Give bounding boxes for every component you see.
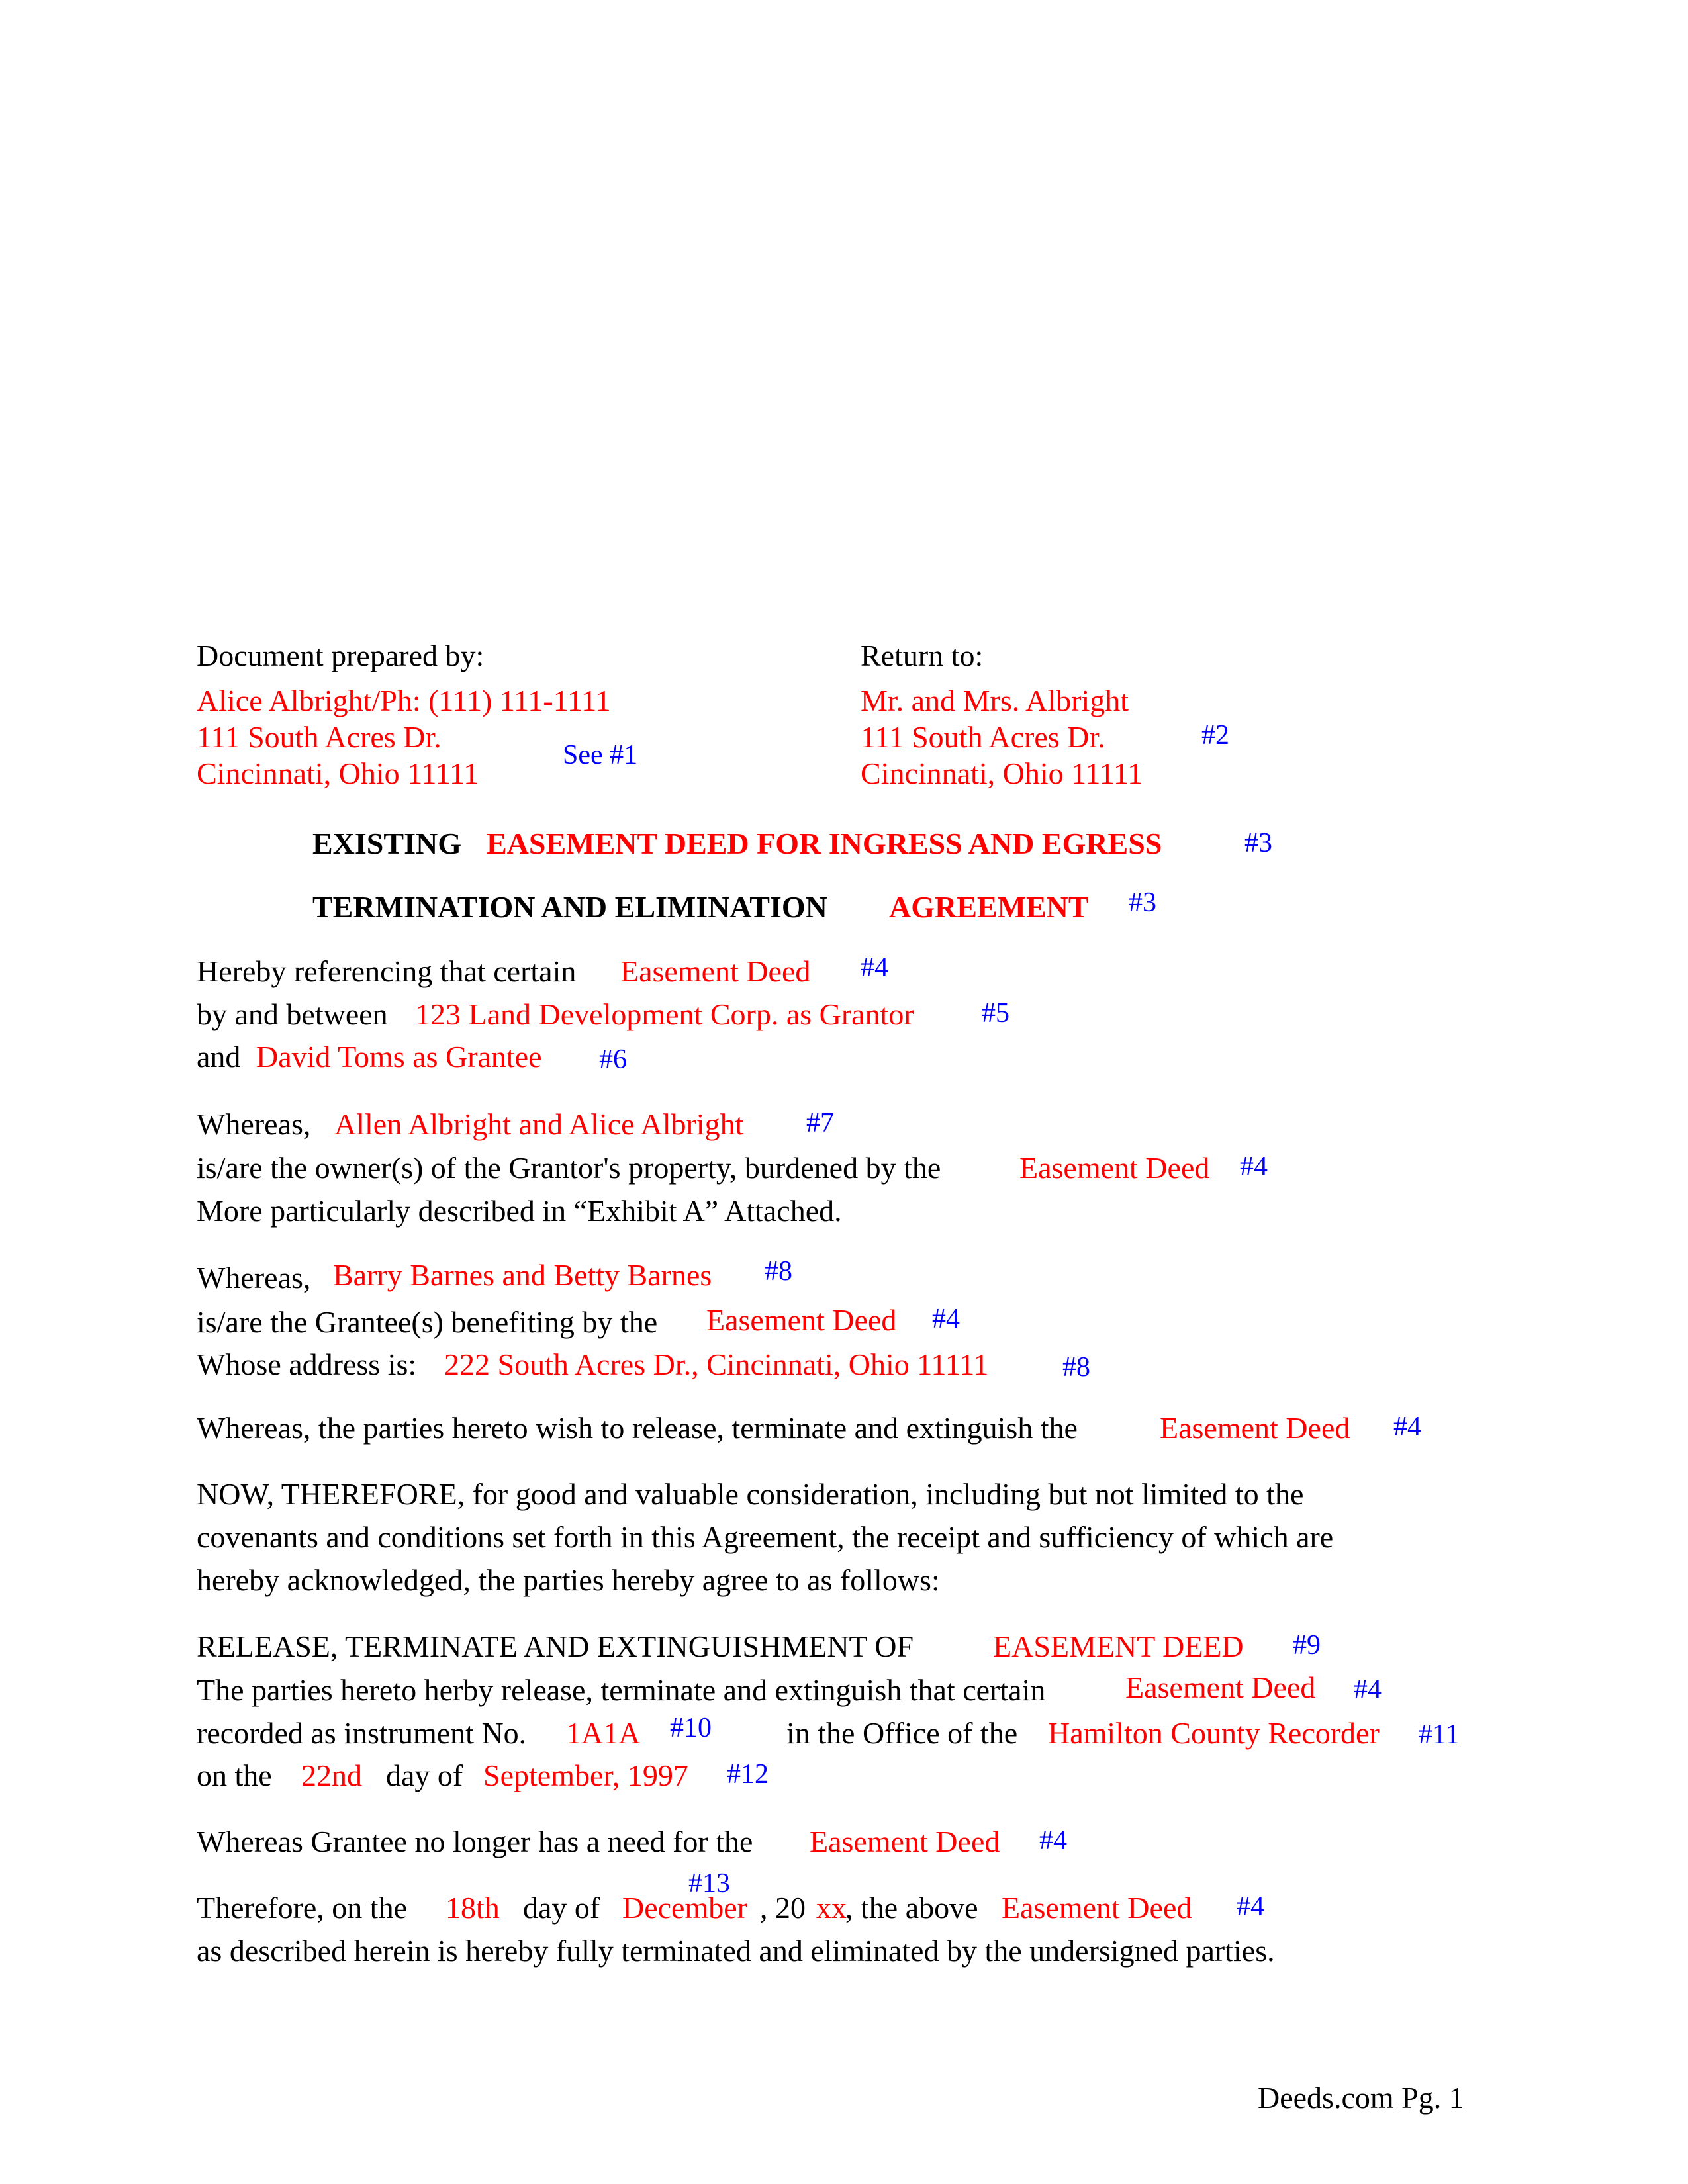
ref-line1-fill: Easement Deed: [620, 954, 811, 988]
now-line2: covenants and conditions set forth in this Agreement, the receipt and sufficiency of which are: [197, 1520, 1334, 1554]
release-line3-text2: in the Office of the: [786, 1716, 1018, 1750]
wish-fill: Easement Deed: [1160, 1411, 1350, 1445]
release-line4-text: on the: [197, 1758, 272, 1792]
ref-line1-text: Hereby referencing that certain: [197, 954, 577, 988]
preparer-street: 111 South Acres Dr.: [197, 720, 442, 754]
return-city: Cincinnati, Ohio 11111: [861, 756, 1143, 790]
return-to-label: Return to:: [861, 639, 984, 672]
grantee-line1-fill: Barry Barnes and Betty Barnes: [333, 1258, 712, 1292]
ref-line2-text: by and between: [197, 997, 388, 1031]
release-line2-fill: Easement Deed: [1125, 1670, 1316, 1704]
note-1: See #1: [563, 740, 638, 770]
return-street: 111 South Acres Dr.: [861, 720, 1105, 754]
therefore-day: 18th: [445, 1891, 500, 1925]
owner-line2-note: #4: [1240, 1152, 1268, 1182]
title-agreement: AGREEMENT: [889, 890, 1089, 924]
grantee-line3-fill: 222 South Acres Dr., Cincinnati, Ohio 11111: [444, 1347, 989, 1381]
therefore-line2: as described herein is hereby fully terminated and eliminated by the undersigned parties.: [197, 1934, 1275, 1968]
owner-line1-text: Whereas,: [197, 1107, 311, 1141]
owner-line1-note: #7: [806, 1108, 834, 1138]
note-3a: #3: [1244, 828, 1272, 858]
release-line2-text: The parties hereto herby release, terminate and extinguish that certain: [197, 1673, 1046, 1707]
prepared-by-label: Document prepared by:: [197, 639, 485, 672]
title-easement-deed: EASEMENT DEED FOR INGRESS AND EGRESS: [487, 827, 1162, 860]
noneed-fill: Easement Deed: [810, 1825, 1000, 1858]
noneed-text: Whereas Grantee no longer has a need for the: [197, 1825, 753, 1858]
grantee-line2-fill: Easement Deed: [706, 1303, 897, 1337]
wish-text: Whereas, the parties hereto wish to release, terminate and extinguish the: [197, 1411, 1078, 1445]
owner-line3-text: More particularly described in “Exhibit A” Attached.: [197, 1194, 842, 1228]
ref-line2-note: #5: [982, 998, 1009, 1028]
title-termination: TERMINATION AND ELIMINATION: [312, 890, 827, 924]
therefore-text3: , 20: [760, 1891, 806, 1925]
page-footer: Deeds.com Pg. 1: [1258, 2081, 1464, 2115]
release-line1-note: #9: [1293, 1630, 1321, 1661]
therefore-fill: Easement Deed: [1002, 1891, 1192, 1925]
therefore-note: #4: [1237, 1891, 1264, 1922]
grantee-line2-note: #4: [932, 1304, 960, 1334]
ref-line3-text: and: [197, 1040, 241, 1073]
now-line3: hereby acknowledged, the parties hereby agree to as follows:: [197, 1563, 940, 1597]
return-name: Mr. and Mrs. Albright: [861, 684, 1129, 717]
owner-line2-text: is/are the owner(s) of the Grantor's property, burdened by the: [197, 1151, 941, 1185]
grantee-line2-text: is/are the Grantee(s) benefiting by the: [197, 1305, 658, 1339]
preparer-city: Cincinnati, Ohio 11111: [197, 756, 479, 790]
note-13: #13: [688, 1868, 730, 1899]
ref-line3-fill: David Toms as Grantee: [256, 1040, 542, 1073]
preparer-name-phone: Alice Albright/Ph: (111) 111-1111: [197, 684, 611, 717]
release-line4-note: #12: [727, 1759, 769, 1790]
grantee-line3-note: #8: [1062, 1352, 1090, 1383]
title-existing: EXISTING: [312, 827, 461, 860]
release-line4-text2: day of: [386, 1758, 463, 1792]
note-2: #2: [1201, 720, 1229, 751]
therefore-text4: , the above: [845, 1891, 978, 1925]
ref-line2-fill: 123 Land Development Corp. as Grantor: [415, 997, 914, 1031]
release-line2-note: #4: [1354, 1674, 1382, 1705]
therefore-text1: Therefore, on the: [197, 1891, 408, 1925]
now-line1: NOW, THEREFORE, for good and valuable consideration, including but not limited to the: [197, 1477, 1304, 1511]
owner-line2-fill: Easement Deed: [1019, 1151, 1210, 1185]
grantee-line1-note: #8: [765, 1256, 792, 1287]
release-line3-text: recorded as instrument No.: [197, 1716, 527, 1750]
ref-line3-note: #6: [599, 1044, 627, 1075]
grantee-line1-text: Whereas,: [197, 1261, 311, 1295]
release-instrument-no: 1A1A: [566, 1716, 641, 1750]
therefore-year: xx: [816, 1891, 847, 1925]
therefore-month: December: [622, 1891, 747, 1925]
release-line1-text: RELEASE, TERMINATE AND EXTINGUISHMENT OF: [197, 1629, 914, 1663]
owner-line1-fill: Allen Albright and Alice Albright: [334, 1107, 744, 1141]
ref-line1-note: #4: [861, 952, 888, 983]
release-line3-note: #10: [670, 1713, 712, 1743]
release-line1-fill: EASEMENT DEED: [993, 1629, 1244, 1663]
noneed-note: #4: [1039, 1825, 1067, 1856]
release-recorder: Hamilton County Recorder: [1048, 1716, 1380, 1750]
grantee-line3-text: Whose address is:: [197, 1347, 417, 1381]
release-line3-note2: #11: [1419, 1719, 1460, 1750]
release-month-year: September, 1997: [483, 1758, 688, 1792]
therefore-text2: day of: [523, 1891, 600, 1925]
wish-note: #4: [1393, 1412, 1421, 1442]
note-3b: #3: [1129, 887, 1156, 918]
release-day: 22nd: [301, 1758, 362, 1792]
